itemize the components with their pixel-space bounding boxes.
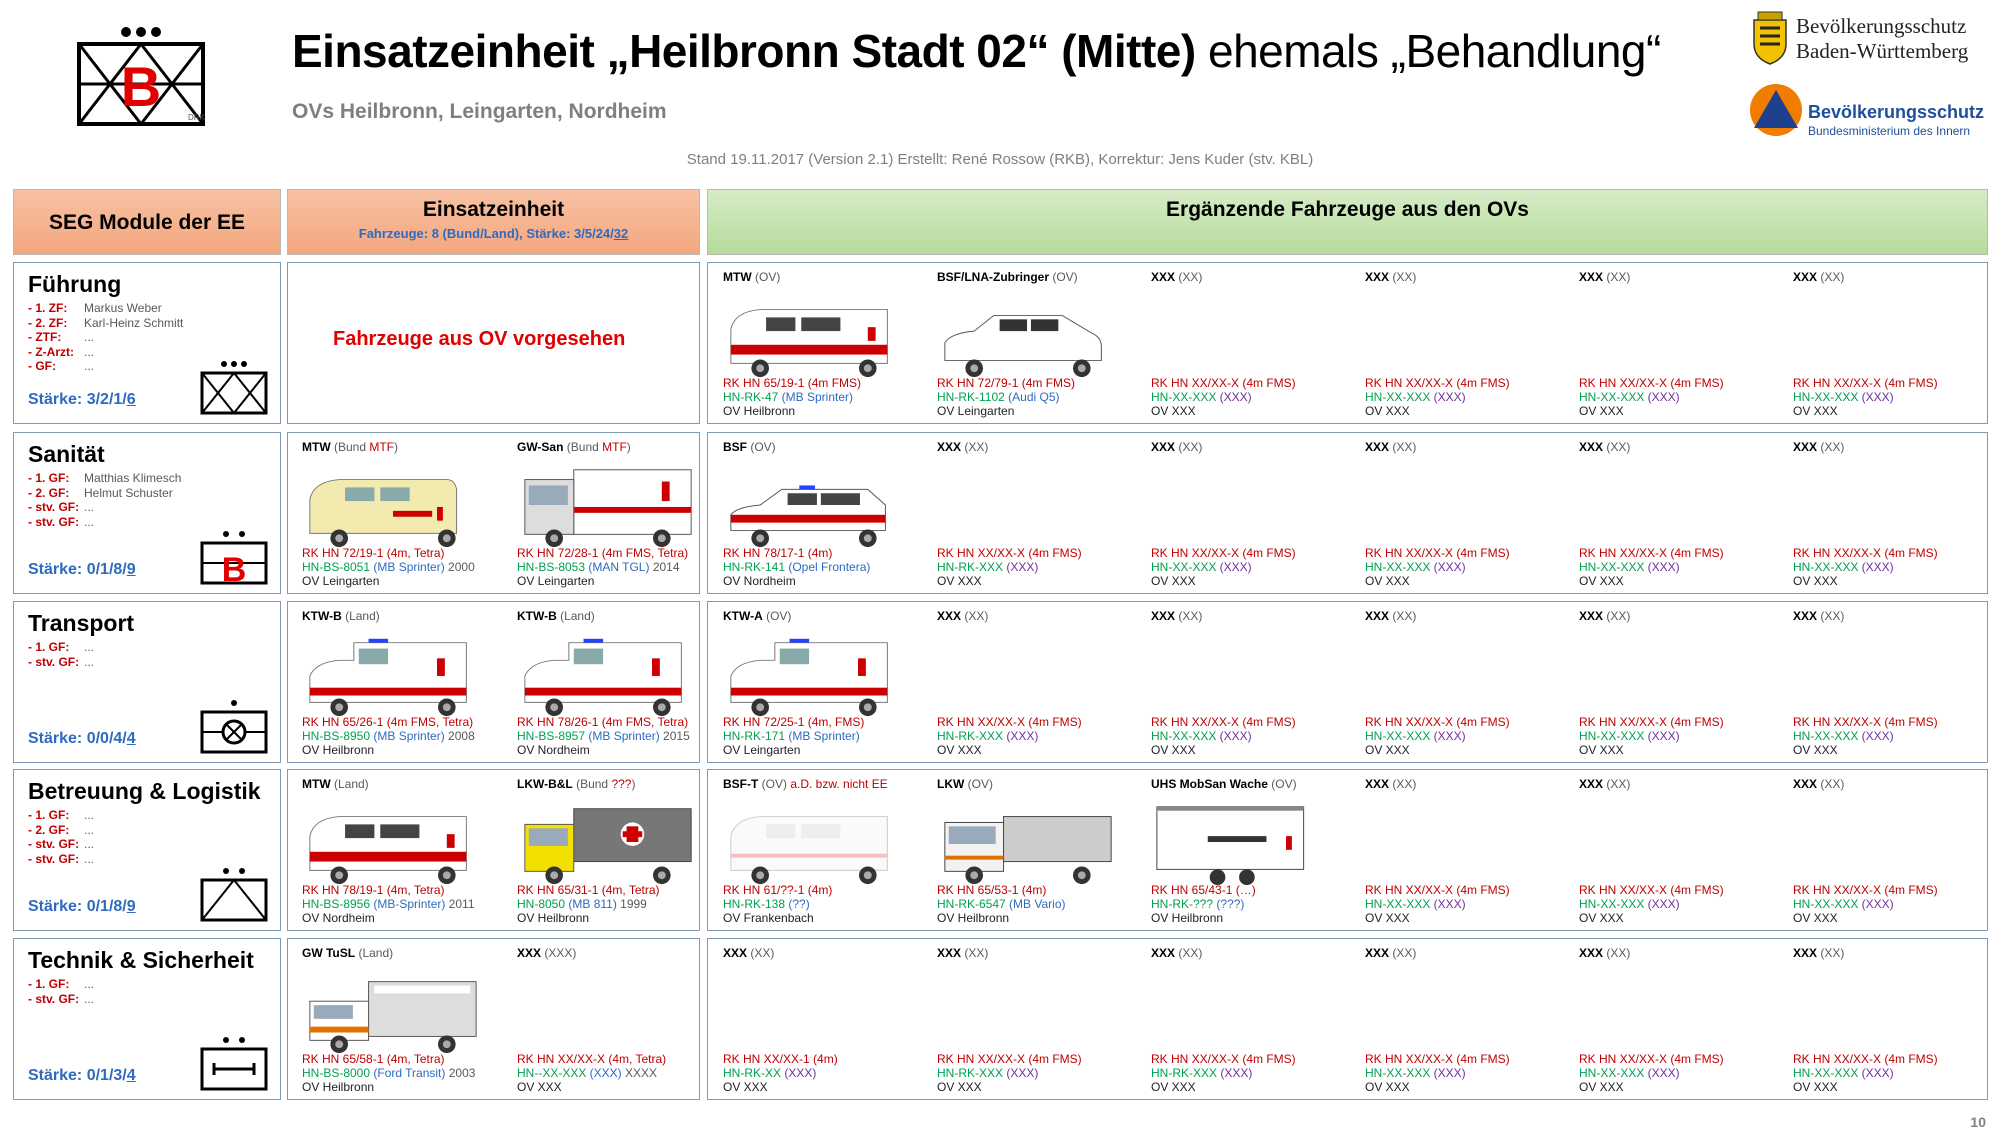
vehicle-station: OV Heilbronn [937,911,1010,925]
vehicle-name: XXX (XX) [1579,270,1631,284]
vehicle-station: OV XXX [1151,574,1196,588]
ee-vehicle-1 [302,777,507,937]
radio-callsign: RK HN XX/XX-X (4m FMS) [1793,1052,1938,1066]
ambulance-icon [298,629,488,719]
radio-callsign: RK HN XX/XX-X (4m FMS) [1151,376,1296,390]
license-plate: HN-XX-XXX (XXX) [1793,897,1894,911]
license-plate: HN-RK-171 (MB Sprinter) [723,729,860,743]
radio-callsign: RK HN XX/XX-X (4m FMS) [1793,715,1938,729]
vehicle-name: XXX (XX) [1151,270,1203,284]
license-plate: HN-XX-XXX (XXX) [1365,390,1466,404]
license-plate: HN-XX-XXX (XXX) [1793,390,1894,404]
ov-vehicle-6 [1793,777,1998,937]
vehicle-station: OV XXX [1793,743,1838,757]
license-plate: HN-BS-8957 (MB Sprinter) 2015 [517,729,690,743]
van-yellow-icon [298,460,488,550]
ov-vehicle-6 [1793,270,1998,430]
ee-vehicle-2 [517,946,722,1106]
module-roles: - 1. GF: ... - stv. GF: ... [28,640,95,669]
vehicle-name: LKW (OV) [937,777,993,791]
vehicle-station: OV Leingarten [723,743,801,757]
license-plate: HN-XX-XXX (XXX) [1793,729,1894,743]
radio-callsign: RK HN 65/53-1 (4m) [937,883,1047,897]
truck-box-white-icon [513,460,703,550]
license-plate: HN-RK-141 (Opel Frontera) [723,560,871,574]
vehicle-name: XXX (XX) [1793,777,1845,791]
vehicle-name: XXX (XX) [1793,270,1845,284]
radio-callsign: RK HN XX/XX-X (4m FMS) [1365,883,1510,897]
license-plate: HN-RK-1102 (Audi Q5) [937,390,1060,404]
vehicle-station: OV XXX [1579,574,1624,588]
vehicle-station: OV XXX [937,574,982,588]
license-plate: HN-XX-XXX (XXX) [1579,1066,1680,1080]
vehicle-station: OV XXX [1365,404,1410,418]
radio-callsign: RK HN XX/XX-X (4m FMS) [1579,546,1724,560]
estate-car-icon [719,460,909,550]
vehicle-station: OV XXX [937,743,982,757]
license-plate: HN-XX-XXX (XXX) [1365,729,1466,743]
license-plate: HN-XX-XXX (XXX) [1151,390,1252,404]
vehicle-station: OV XXX [937,1080,982,1094]
radio-callsign: RK HN 72/79-1 (4m FMS) [937,376,1076,390]
fuehrung-symbol-icon [200,359,268,415]
ov-vehicle-4 [1365,270,1570,430]
vehicle-station: OV Heilbronn [1151,911,1224,925]
ov-vehicle-1 [723,440,928,600]
license-plate: HN-RK-47 (MB Sprinter) [723,390,854,404]
module-roles: - 1. GF: Matthias Klimesch - 2. GF: Helmut Schuster - stv. GF: ... - stv. GF: ... [28,471,182,529]
vehicle-name: XXX (XX) [937,946,989,960]
module-roles: - 1. GF: ... - 2. GF: ... - stv. GF: ... - stv. GF: ... [28,808,95,866]
ov-vehicle-4 [1365,609,1570,769]
vehicle-name: XXX (XX) [1793,609,1845,623]
vehicle-station: OV XXX [1365,574,1410,588]
license-plate: HN-XX-XXX (XXX) [1793,1066,1894,1080]
vehicle-station: OV Leingarten [302,574,380,588]
ov-vehicle-4 [1365,440,1570,600]
radio-callsign: RK HN XX/XX-X (4m FMS) [937,715,1082,729]
ov-vehicle-3 [1151,777,1356,937]
module-roles: - 1. ZF: Markus Weber - 2. ZF: Karl-Heinz Schmitt - ZTF: ... - Z-Arzt: ... - GF: ... [28,301,184,373]
ov-vehicle-5 [1579,270,1784,430]
ov-vehicle-5 [1579,777,1784,937]
ov-vehicle-1 [723,270,928,430]
ambulance-icon [719,629,909,719]
ov-vehicle-6 [1793,946,1998,1106]
module-1 [13,262,281,424]
license-plate: HN-XX-XXX (XXX) [1365,1066,1466,1080]
pickup-box-icon [298,966,488,1056]
ov-vehicle-2 [937,946,1142,1106]
radio-callsign: RK HN 72/28-1 (4m FMS, Tetra) [517,546,689,560]
vehicle-name: GW-San (Bund MTF) [517,440,631,454]
radio-callsign: RK HN 72/19-1 (4m, Tetra) [302,546,445,560]
vehicle-station: OV XXX [1579,911,1624,925]
module-roles: - 1. GF: ... - stv. GF: ... [28,977,95,1006]
transport-symbol-icon [200,698,268,754]
header-ov-vehicles: Ergänzende Fahrzeuge aus den OVs [707,189,1988,255]
radio-callsign: RK HN 65/26-1 (4m FMS, Tetra) [302,715,474,729]
vehicle-name: MTW (OV) [723,270,781,284]
license-plate: HN-BS-8950 (MB Sprinter) 2008 [302,729,475,743]
license-plate: HN-XX-XXX (XXX) [1579,390,1680,404]
vehicle-name: KTW-A (OV) [723,609,792,623]
bw-coat-of-arms-icon [1748,10,1792,66]
ov-vehicle-2 [937,440,1142,600]
license-plate: HN-BS-8051 (MB Sprinter) 2000 [302,560,475,574]
betreuung-symbol-icon [200,866,268,922]
vehicle-station: OV Frankenbach [723,911,814,925]
vehicle-name: BSF-T (OV) a.D. bzw. nicht EE [723,777,888,791]
radio-callsign: RK HN XX/XX-X (4m FMS) [1579,883,1724,897]
license-plate: HN-RK-XXX (XXX) [1151,1066,1253,1080]
svg-text:B: B [221,551,247,585]
vehicle-name: MTW (Bund MTF) [302,440,399,454]
page-title: Einsatzeinheit „Heilbronn Stadt 02“ (Mitte) ehemals „Behandlung“ [292,25,1661,77]
ee-vehicle-1 [302,609,507,769]
ov-vehicle-5 [1579,609,1784,769]
vehicle-station: OV Nordheim [517,743,590,757]
ee-vehicle-2 [517,609,722,769]
module-4 [13,769,281,931]
radio-callsign: RK HN XX/XX-X (4m FMS) [1365,546,1510,560]
radio-callsign: RK HN 78/19-1 (4m, Tetra) [302,883,445,897]
module-3 [13,601,281,763]
vehicle-name: BSF (OV) [723,440,776,454]
page-subtitle: OVs Heilbronn, Leingarten, Nordheim [292,100,667,123]
vehicle-name: XXX (XX) [1151,946,1203,960]
vehicle-station: OV XXX [1793,1080,1838,1094]
radio-callsign: RK HN XX/XX-X (4m FMS) [1151,1052,1296,1066]
radio-callsign: RK HN XX/XX-X (4m FMS) [1365,1052,1510,1066]
license-plate: HN-RK-XXX (XXX) [937,729,1039,743]
ov-vehicles-planned-note: Fahrzeuge aus OV vorgesehen [333,328,626,350]
vehicle-station: OV Leingarten [937,404,1015,418]
module-name: Sanität [28,441,105,467]
ov-vehicle-6 [1793,609,1998,769]
radio-callsign: RK HN XX/XX-X (4m FMS) [1151,546,1296,560]
module-2 [13,432,281,594]
brand-bmi: Bevölkerungsschutz Bundesministerium des Innern [1748,82,1988,142]
trailer-icon [1147,797,1337,887]
svg-text:DRK: DRK [188,113,205,122]
vehicle-station: OV Heilbronn [517,911,590,925]
vehicle-name: XXX (XX) [723,946,775,960]
vehicle-name: XXX (XX) [1365,440,1417,454]
vehicle-station: OV XXX [1579,743,1624,757]
license-plate: HN-8050 (MB 811) 1999 [517,897,647,911]
radio-callsign: RK HN XX/XX-X (4m FMS) [1579,376,1724,390]
license-plate: HN-RK-XX (XXX) [723,1066,817,1080]
module-name: Führung [28,271,122,297]
vehicle-name: XXX (XX) [1365,946,1417,960]
radio-callsign: RK HN XX/XX-X (4m FMS) [1793,376,1938,390]
vehicle-station: OV XXX [517,1080,562,1094]
vehicle-station: OV XXX [1579,1080,1624,1094]
vehicle-name: KTW-B (Land) [302,609,380,623]
vehicle-name: XXX (XX) [1151,440,1203,454]
radio-callsign: RK HN 78/26-1 (4m FMS, Tetra) [517,715,689,729]
ee-logo [76,24,206,128]
ov-vehicle-3 [1151,270,1356,430]
vehicle-station: OV XXX [1365,911,1410,925]
header-seg-modules: SEG Module der EE [13,189,281,255]
vehicle-name: XXX (XX) [937,440,989,454]
radio-callsign: RK HN XX/XX-X (4m FMS) [1579,1052,1724,1066]
vehicle-station: OV Leingarten [517,574,595,588]
radio-callsign: RK HN XX/XX-X (4m FMS) [937,546,1082,560]
license-plate: HN-XX-XXX (XXX) [1793,560,1894,574]
license-plate: HN-RK-XXX (XXX) [937,560,1039,574]
license-plate: HN-RK-??? (???) [1151,897,1245,911]
vehicle-station: OV XXX [1151,404,1196,418]
license-plate: HN-XX-XXX (XXX) [1579,560,1680,574]
vehicle-name: XXX (XX) [1579,946,1631,960]
license-plate: HN-XX-XXX (XXX) [1151,560,1252,574]
brand-bw: Bevölkerungsschutz Baden-Württemberg [1748,10,1988,68]
van-white-red-icon [719,290,909,380]
vehicle-name: XXX (XX) [1579,440,1631,454]
vehicle-station: OV XXX [1365,1080,1410,1094]
truck-flatbed-icon [933,797,1123,887]
license-plate: HN-XX-XXX (XXX) [1365,560,1466,574]
license-plate: HN--XX-XXX (XXX) XXXX [517,1066,658,1080]
vehicle-name: XXX (XX) [1365,270,1417,284]
vehicle-station: OV XXX [1151,1080,1196,1094]
radio-callsign: RK HN 78/17-1 (4m) [723,546,833,560]
ov-vehicle-2 [937,777,1142,937]
civil-protection-triangle-icon [1748,82,1804,138]
vehicle-station: OV Heilbronn [302,1080,375,1094]
module-name: Transport [28,610,135,636]
module-5 [13,938,281,1100]
ee-vehicle-2 [517,440,722,600]
ee-vehicle-2 [517,777,722,937]
ov-vehicle-2 [937,270,1142,430]
radio-callsign: RK HN 65/31-1 (4m, Tetra) [517,883,660,897]
vehicle-name: XXX (XX) [1579,609,1631,623]
header-einsatzeinheit: Einsatzeinheit Fahrzeuge: 8 (Bund/Land), Stärke: 3/5/24/32 [287,189,700,255]
module-strength: Stärke: 0/1/8/9 [28,561,136,578]
ov-vehicle-5 [1579,946,1784,1106]
vehicle-station: OV XXX [723,1080,768,1094]
van-faded-icon [719,797,909,887]
radio-callsign: RK HN XX/XX-X (4m FMS) [1365,376,1510,390]
vehicle-station: OV XXX [1579,404,1624,418]
ov-vehicle-2 [937,609,1142,769]
vehicle-station: OV XXX [1365,743,1410,757]
vehicle-station: OV Nordheim [302,911,375,925]
suv-white-icon [933,290,1123,380]
radio-callsign: RK HN 72/25-1 (4m, FMS) [723,715,865,729]
module-strength: Stärke: 3/2/1/6 [28,391,136,408]
module-strength: Stärke: 0/1/8/9 [28,898,136,915]
vehicle-station: OV XXX [1793,574,1838,588]
license-plate: HN-BS-8000 (Ford Transit) 2003 [302,1066,476,1080]
ov-vehicle-5 [1579,440,1784,600]
vehicle-name: XXX (XX) [1793,946,1845,960]
license-plate: HN-RK-138 (??) [723,897,810,911]
ambulance-icon [513,629,703,719]
vehicle-station: OV XXX [1793,911,1838,925]
radio-callsign: RK HN 65/58-1 (4m, Tetra) [302,1052,445,1066]
page-number: 10 [1970,1114,1986,1130]
ov-vehicle-3 [1151,440,1356,600]
vehicle-name: XXX (XX) [1365,777,1417,791]
vehicle-name: UHS MobSan Wache (OV) [1151,777,1297,791]
radio-callsign: RK HN XX/XX-X (4m, Tetra) [517,1052,667,1066]
radio-callsign: RK HN 65/19-1 (4m FMS) [723,376,862,390]
ov-vehicle-1 [723,777,928,937]
radio-callsign: RK HN XX/XX-X (4m FMS) [1365,715,1510,729]
ov-vehicle-1 [723,946,928,1106]
module-name: Technik & Sicherheit [28,947,254,973]
vehicle-station: OV XXX [1793,404,1838,418]
ov-vehicle-3 [1151,946,1356,1106]
radio-callsign: RK HN XX/XX-1 (4m) [723,1052,838,1066]
vehicle-name: BSF/LNA-Zubringer (OV) [937,270,1078,284]
vehicle-station: OV Heilbronn [723,404,796,418]
license-plate: HN-BS-8053 (MAN TGL) 2014 [517,560,680,574]
radio-callsign: RK HN 65/43-1 (…) [1151,883,1256,897]
ov-vehicle-4 [1365,946,1570,1106]
module-strength: Stärke: 0/0/4/4 [28,730,136,747]
vehicle-station: OV Nordheim [723,574,796,588]
vehicle-name: XXX (XX) [1579,777,1631,791]
license-plate: HN-XX-XXX (XXX) [1151,729,1252,743]
module-name: Betreuung & Logistik [28,778,261,804]
van-white-red-icon [298,797,488,887]
sanitaet-symbol-icon [200,529,268,585]
license-plate: HN-RK-XXX (XXX) [937,1066,1039,1080]
ee-vehicle-1 [302,946,507,1106]
truck-yellow-tarp-icon [513,797,703,887]
svg-text:B: B [120,55,162,118]
version-info: Stand 19.11.2017 (Version 2.1) Erstellt: René Rossow (RKB), Korrektur: Jens Kuder (stv. KBL) [686,151,1314,168]
vehicle-name: XXX (XX) [1365,609,1417,623]
radio-callsign: RK HN 61/??-1 (4m) [723,883,833,897]
ov-vehicle-6 [1793,440,1998,600]
vehicle-station: OV XXX [1151,743,1196,757]
module-strength: Stärke: 0/1/3/4 [28,1067,136,1084]
vehicle-name: XXX (XX) [1793,440,1845,454]
radio-callsign: RK HN XX/XX-X (4m FMS) [1151,715,1296,729]
license-plate: HN-BS-8956 (MB-Sprinter) 2011 [302,897,475,911]
technik-symbol-icon [200,1035,268,1091]
radio-callsign: RK HN XX/XX-X (4m FMS) [1793,546,1938,560]
ee-vehicle-1 [302,440,507,600]
ov-vehicle-1 [723,609,928,769]
radio-callsign: RK HN XX/XX-X (4m FMS) [1579,715,1724,729]
vehicle-name: GW TuSL (Land) [302,946,394,960]
vehicle-name: KTW-B (Land) [517,609,595,623]
vehicle-name: XXX (XX) [1151,609,1203,623]
vehicle-name: MTW (Land) [302,777,369,791]
vehicle-name: XXX (XXX) [517,946,577,960]
license-plate: HN-XX-XXX (XXX) [1365,897,1466,911]
ov-vehicle-3 [1151,609,1356,769]
radio-callsign: RK HN XX/XX-X (4m FMS) [1793,883,1938,897]
ov-vehicle-4 [1365,777,1570,937]
vehicle-name: LKW-B&L (Bund ???) [517,777,636,791]
license-plate: HN-XX-XXX (XXX) [1579,897,1680,911]
vehicle-station: OV Heilbronn [302,743,375,757]
license-plate: HN-RK-6547 (MB Vario) [937,897,1066,911]
vehicle-name: XXX (XX) [937,609,989,623]
radio-callsign: RK HN XX/XX-X (4m FMS) [937,1052,1082,1066]
license-plate: HN-XX-XXX (XXX) [1579,729,1680,743]
